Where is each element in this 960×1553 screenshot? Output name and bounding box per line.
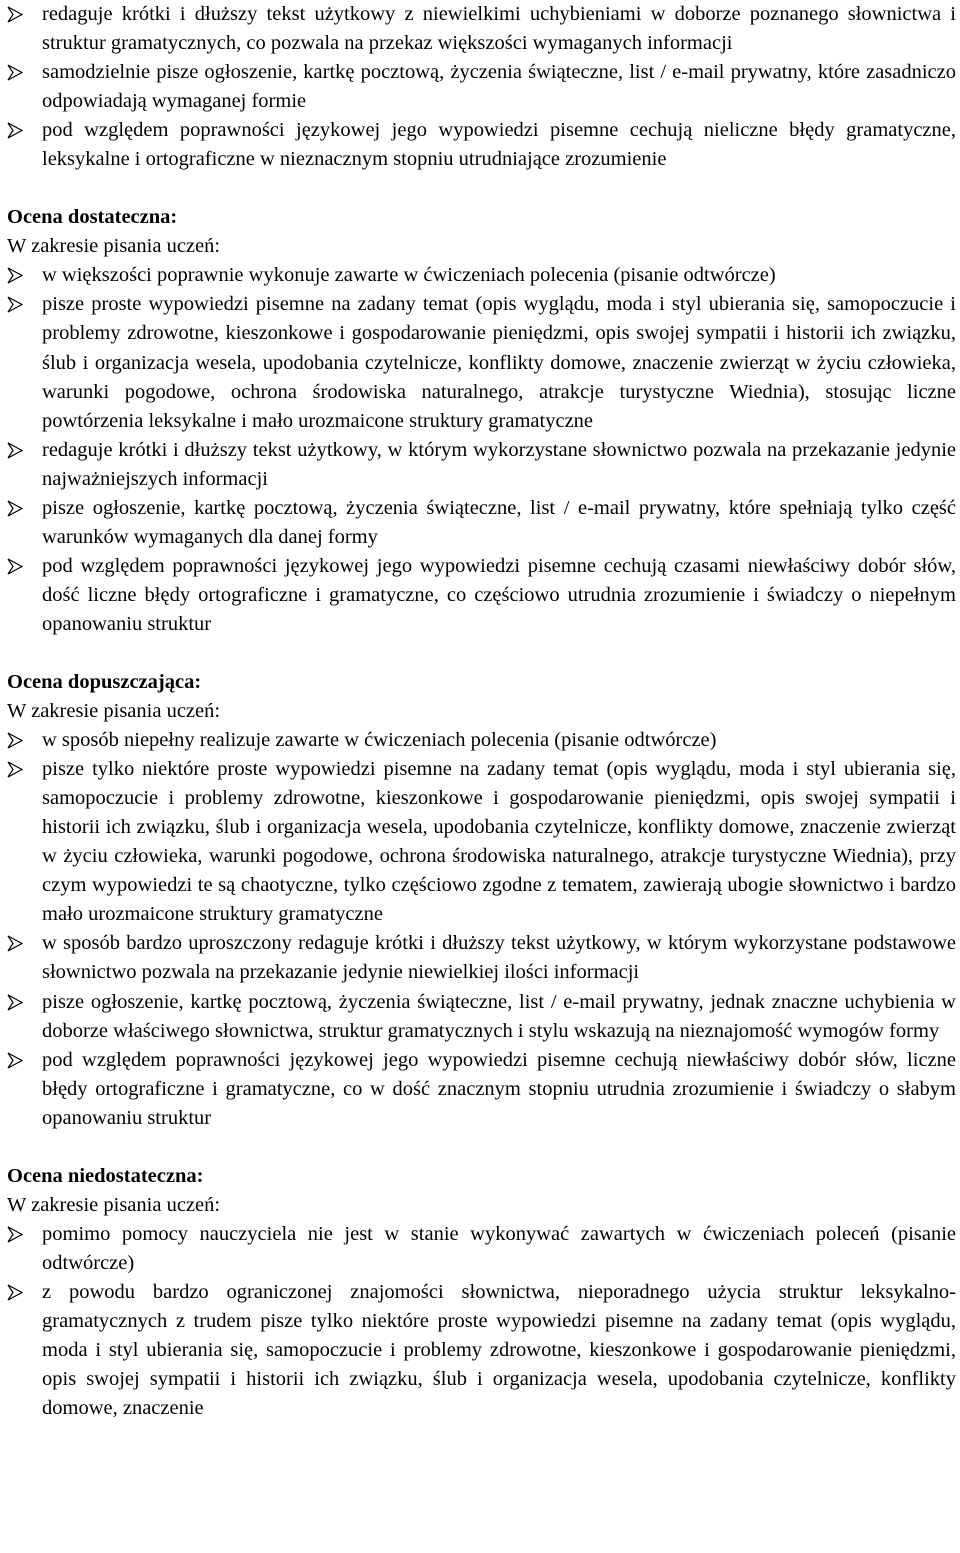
arrowhead-bullet-icon xyxy=(7,1052,23,1069)
list-item-text: pod względem poprawności językowej jego wypowiedzi pisemne cechują niewłaściwy dobór słów, liczne błędy ortograficzne i gramatyczne, co w dość znacznym stopniu utrudnia zrozumienie i świadczy o słabym opanowaniu struktur xyxy=(42,1048,956,1129)
list-item xyxy=(7,552,956,639)
bullet-list xyxy=(7,0,956,174)
section-heading: Ocena dostateczna: xyxy=(7,206,178,229)
list-item-text: pod względem poprawności językowej jego wypowiedzi pisemne cechują czasami niewłaściwy dobór słów, dość liczne błędy ortograficzne i gramatyczne, co częściowo utrudnia zrozumienie i świadczy o niepełnym opanowaniu struktur xyxy=(42,554,956,635)
arrowhead-bullet-icon xyxy=(7,558,23,575)
arrowhead-bullet-icon xyxy=(7,1226,23,1243)
section-ocena-niedostateczna xyxy=(7,1162,956,1423)
section-ocena-dostateczna xyxy=(7,203,956,639)
arrowhead-bullet-icon xyxy=(7,122,23,139)
arrowhead-bullet-icon xyxy=(7,6,23,23)
list-item xyxy=(7,1278,956,1423)
arrowhead-bullet-icon xyxy=(7,64,23,81)
arrowhead-bullet-icon xyxy=(7,442,23,459)
list-item xyxy=(7,494,956,552)
list-item-text: pisze proste wypowiedzi pisemne na zadany temat (opis wyglądu, moda i styl ubierania się, samopoczucie i problemy zdrowotne, kieszonkowe i gospodarowanie pieniędzmi, opis swojej sympatii i historii ich związku, ślub i organizacja wesela, upodobania czytelnicze, konflikty domowe, znaczenie zwierząt w życiu człowieka, warunki pogodowe, ochrona środowiska naturalnego, atrakcje turystyczne Wiednia), stosując liczne powtórzenia leksykalne i mało urozmaicone struktury gramatyczne xyxy=(42,293,956,432)
list-item-text: redaguje krótki i dłuższy tekst użytkowy z niewielkimi uchybieniami w doborze poznanego słownictwa i struktur gramatycznych, co pozwala na przekaz większości wymaganych informacji xyxy=(42,3,956,55)
list-item xyxy=(7,1046,956,1133)
section-heading: Ocena dopuszczająca: xyxy=(7,670,202,693)
list-item xyxy=(7,988,956,1046)
list-item xyxy=(7,755,956,929)
section-intro: W zakresie pisania uczeń: xyxy=(7,235,221,258)
list-item-text: pisze ogłoszenie, kartkę pocztową, życzenia świąteczne, list / e-mail prywatny, jednak znaczne uchybienia w doborze właściwego słownictwa, struktur gramatycznych i stylu wskazują na nieznajomość wymogów formy xyxy=(42,990,956,1042)
list-item-text: pod względem poprawności językowej jego wypowiedzi pisemne cechują nieliczne błędy gramatyczne, leksykalne i ortograficzne w nieznacznym stopniu utrudniające zrozumienie xyxy=(42,119,956,171)
section-heading: Ocena niedostateczna: xyxy=(7,1164,204,1187)
bullet-list xyxy=(7,261,956,639)
list-item xyxy=(7,261,956,290)
arrowhead-bullet-icon xyxy=(7,994,23,1011)
arrowhead-bullet-icon xyxy=(7,267,23,284)
list-item-text: samodzielnie pisze ogłoszenie, kartkę pocztową, życzenia świąteczne, list / e-mail prywatny, które zasadniczo odpowiadają wymaganej formie xyxy=(42,61,956,113)
section-continuation xyxy=(7,0,956,174)
list-item xyxy=(7,290,956,435)
arrowhead-bullet-icon xyxy=(7,1284,23,1301)
bullet-list xyxy=(7,1220,956,1423)
section-ocena-dopuszczajaca xyxy=(7,668,956,1133)
list-item xyxy=(7,436,956,494)
list-item-text: z powodu bardzo ograniczonej znajomości słownictwa, nieporadnego użycia struktur leksykalno-gramatycznych z trudem pisze tylko niektóre proste wypowiedzi pisemne na zadany temat (opis wyglądu, moda i styl ubierania się, samopoczucie i problemy zdrowotne, kieszonkowe i gospodarowanie pieniędzmi, opis swojej sympatii i historii ich związku, ślub i organizacja wesela, upodobania czytelnicze, konflikty domowe, znaczenie xyxy=(42,1280,956,1420)
list-item xyxy=(7,929,956,987)
list-item-text: pisze tylko niektóre proste wypowiedzi pisemne na zadany temat (opis wyglądu, moda i styl ubierania się, samopoczucie i problemy zdrowotne, kieszonkowe i gospodarowanie pieniędzmi, opis swojej sympatii i historii ich związku, ślub i organizacja wesela, upodobania czytelnicze, konflikty domowe, znaczenie zwierząt w życiu człowieka, warunki pogodowe, ochrona środowiska naturalnego, atrakcje turystyczne Wiednia), przy czym wypowiedzi te są chaotyczne, tylko częściowo zgodne z tematem, zawierają ubogie słownictwo i bardzo mało urozmaicone struktury gramatyczne xyxy=(42,758,956,926)
bullet-list xyxy=(7,726,956,1133)
list-item xyxy=(7,58,956,116)
arrowhead-bullet-icon xyxy=(7,761,23,778)
list-item-text: w sposób bardzo uproszczony redaguje krótki i dłuższy tekst użytkowy, w którym wykorzystane podstawowe słownictwo pozwala na przekazanie jedynie niewielkiej ilości informacji xyxy=(42,932,956,984)
arrowhead-bullet-icon xyxy=(7,500,23,517)
list-item-text: pisze ogłoszenie, kartkę pocztową, życzenia świąteczne, list / e-mail prywatny, które spełniają tylko część warunków wymaganych dla danej formy xyxy=(42,496,956,548)
list-item xyxy=(7,726,956,755)
list-item xyxy=(7,1220,956,1278)
section-intro: W zakresie pisania uczeń: xyxy=(7,700,221,723)
section-intro: W zakresie pisania uczeń: xyxy=(7,1193,221,1216)
arrowhead-bullet-icon xyxy=(7,732,23,749)
arrowhead-bullet-icon xyxy=(7,296,23,313)
list-item-text: redaguje krótki i dłuższy tekst użytkowy, w którym wykorzystane słownictwo pozwala na przekazanie jedynie najważniejszych informacji xyxy=(42,438,956,490)
list-item-text: w sposób niepełny realizuje zawarte w ćwiczeniach polecenia (pisanie odtwórcze) xyxy=(42,729,717,752)
list-item-text: pomimo pomocy nauczyciela nie jest w stanie wykonywać zawartych w ćwiczeniach poleceń (pisanie odtwórcze) xyxy=(42,1222,956,1274)
list-item xyxy=(7,116,956,174)
list-item xyxy=(7,0,956,58)
arrowhead-bullet-icon xyxy=(7,935,23,952)
list-item-text: w większości poprawnie wykonuje zawarte w ćwiczeniach polecenia (pisanie odtwórcze) xyxy=(42,264,776,287)
